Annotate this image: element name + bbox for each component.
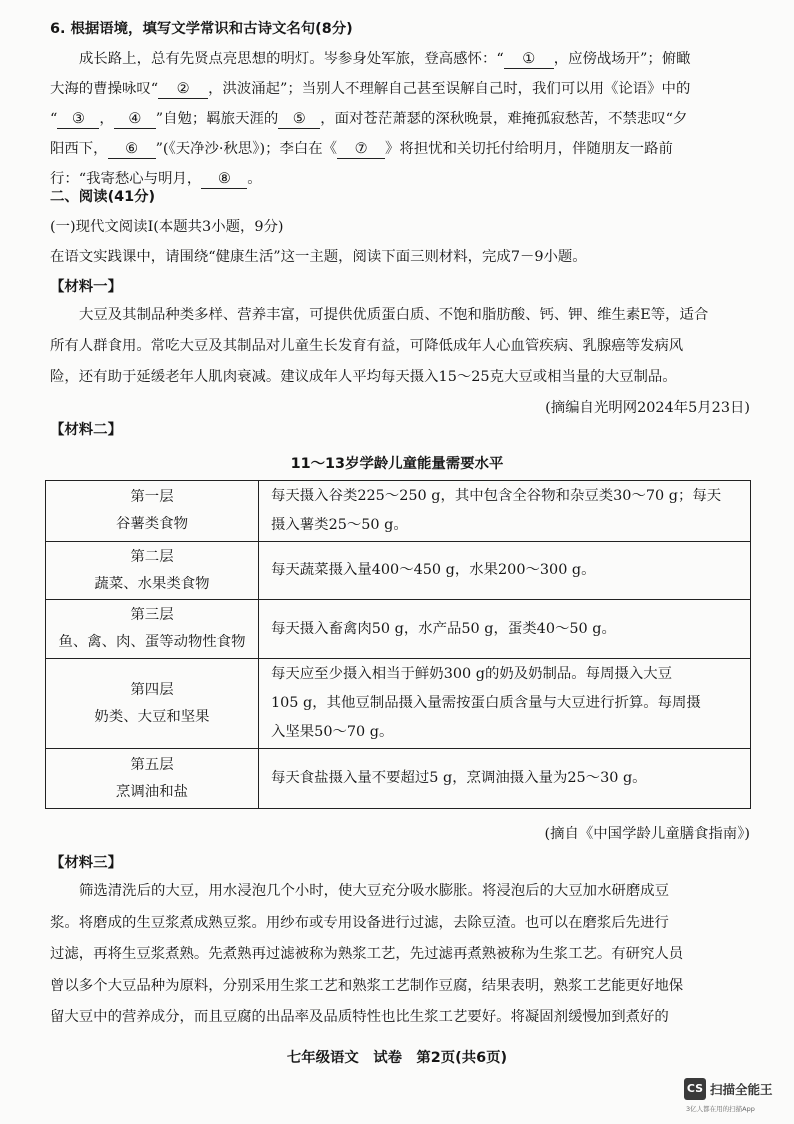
material-1-line: 险，还有助于延缓老年人肌肉衰减。建议成年人平均每天摄入15～25克大豆或相当量的大豆制品。 (50, 369, 677, 385)
section-subtitle: (一)现代文阅读Ⅰ(本题共3小题，9分) (50, 219, 284, 235)
section-intro: 在语文实践课中，请围绕“健康生活”这一主题，阅读下面三则材料，完成7－9小题。 (50, 249, 587, 265)
material-1-source: (摘编自光明网2024年5月23日) (545, 400, 750, 416)
question-6-title: 6. 根据语境，填写文学常识和古诗文名句(8分) (50, 21, 353, 37)
material-3-line: 曾以多个大豆品种为原料，分别采用生浆工艺和熟浆工艺制作豆腐，结果表明，熟浆工艺能更好地保 (50, 977, 684, 994)
material-3-line: 留大豆中的营养成分，而且豆腐的出品率及品质特性也比生浆工艺要好。将凝固剂缓慢加到煮好的 (50, 1009, 669, 1025)
level-cell: 第三层 鱼、禽、肉、蛋等动物性食物 (46, 600, 259, 659)
page-footer: 七年级语文 试卷 第2页(共6页) (286, 1050, 508, 1066)
table-row (46, 600, 751, 659)
level-cell: 第四层 奶类、大豆和坚果 (46, 659, 259, 749)
question-6-line-3: “ ③ ， ④ ”自勉；羁旅天涯的 ⑤ ，面对苍茫萧瑟的深秋晚景，难掩孤寂愁苦，不禁悲叹“夕 (50, 111, 688, 127)
material-2-source: (摘自《中国学龄儿童膳食指南》) (544, 826, 750, 842)
material-1-line: 大豆及其制品种类多样、营养丰富，可提供优质蛋白质、不饱和脂肪酸、钙、钾、维生素E等，适合 (79, 307, 709, 323)
section-title: 二、阅读(41分) (50, 189, 156, 205)
reading-section (50, 182, 750, 302)
level-cell: 第五层 烹调油和盐 (46, 749, 259, 809)
desc-cell: 每天摄入谷类225～250 g，其中包含全谷物和杂豆类30～70 g；每天 摄入薯类25～50 g。 (259, 481, 751, 542)
material-3 (50, 876, 750, 1034)
level-cell: 第二层 蔬菜、水果类食物 (46, 542, 259, 600)
blank-6[interactable]: ⑥ (108, 140, 156, 159)
blank-8[interactable]: ⑧ (201, 170, 247, 189)
watermark-name: 扫描全能王 (710, 1082, 773, 1097)
table-row (46, 481, 751, 542)
question-6 (50, 14, 750, 194)
material-3-line: 筛选清洗后的大豆，用水浸泡几个小时，使大豆充分吸水膨胀。将浸泡后的大豆加水研磨成豆 (79, 883, 670, 899)
desc-cell: 每天蔬菜摄入量400～450 g，水果200～300 g。 (259, 542, 751, 600)
desc-cell: 每天应至少摄入相当于鲜奶300 g的奶及奶制品。每周摄入大豆 105 g，其他豆制品摄入量需按蛋白质含量与大豆进行折算。每周摄 入坚果50～70 g。 (259, 659, 751, 749)
table-title: 11～13岁学龄儿童能量需要水平 (290, 456, 504, 472)
blank-1[interactable]: ① (504, 50, 554, 69)
scanner-watermark (684, 1078, 794, 1118)
table-row (46, 542, 751, 600)
camscanner-logo-icon: CS (684, 1078, 706, 1100)
table-row (46, 659, 751, 749)
question-6-line-2: 大海的曹操咏叹“ ② ，洪波涌起”；当别人不理解自己甚至误解自己时，我们可以用《论语》中的 (50, 81, 691, 97)
level-cell: 第一层 谷薯类食物 (46, 481, 259, 542)
material-1 (50, 300, 750, 424)
blank-7[interactable]: ⑦ (337, 140, 385, 159)
blank-4[interactable]: ④ (114, 110, 156, 129)
table-row (46, 749, 751, 809)
material-2-heading: 【材料二】 (50, 422, 122, 438)
question-6-line-5: 行：“我寄愁心与明月， ⑧ 。 (50, 171, 262, 187)
question-6-line-4: 阳西下， ⑥ ”(《天净沙·秋思》)；李白在《 ⑦ 》将担忧和关切托付给明月，伴随朋友一路前 (50, 141, 673, 157)
blank-3[interactable]: ③ (57, 110, 99, 129)
watermark-tagline: 3亿人都在用的扫描App (686, 1105, 755, 1113)
material-3-line: 过滤，再将生豆浆煮熟。先煮熟再过滤被称为熟浆工艺，先过滤再煮熟被称为生浆工艺。有研究人员 (50, 946, 684, 962)
material-1-heading: 【材料一】 (50, 279, 122, 295)
material-3-line: 浆。将磨成的生豆浆煮成熟豆浆。用纱布或专用设备进行过滤，去除豆渣。也可以在磨浆后先进行 (50, 914, 669, 931)
blank-2[interactable]: ② (158, 80, 208, 99)
diet-table (45, 480, 751, 809)
blank-5[interactable]: ⑤ (278, 110, 320, 129)
material-3-heading: 【材料三】 (50, 855, 122, 871)
desc-cell: 每天摄入畜禽肉50 g，水产品50 g，蛋类40～50 g。 (259, 600, 751, 659)
desc-cell: 每天食盐摄入量不要超过5 g，烹调油摄入量为25～30 g。 (259, 749, 751, 809)
question-6-line-1: 成长路上，总有先贤点亮思想的明灯。岑参身处军旅，登高感怀：“ ① ，应傍战场开”；俯瞰 (79, 51, 691, 67)
material-1-line: 所有人群食用。常吃大豆及其制品对儿童生长发育有益，可降低成年人心血管疾病、乳腺癌等发病风 (50, 338, 684, 354)
